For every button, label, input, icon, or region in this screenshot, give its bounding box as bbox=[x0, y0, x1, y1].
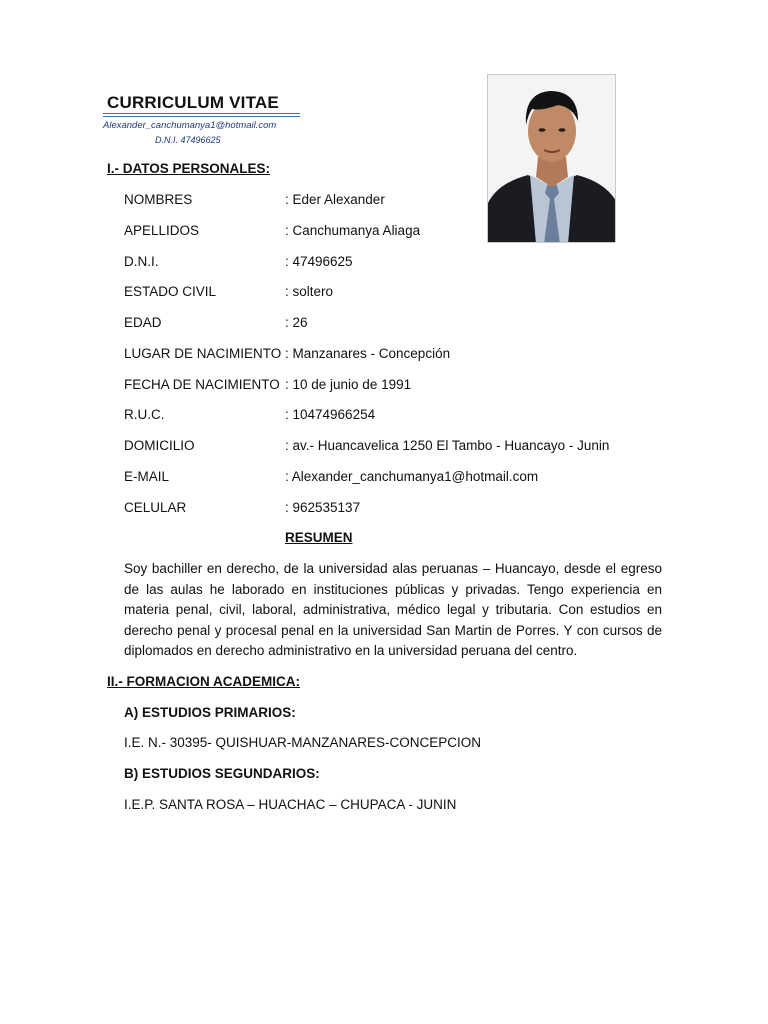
value-estado-civil: : soltero bbox=[285, 284, 334, 299]
label-edad: EDAD bbox=[124, 315, 162, 330]
section-datos-personales-heading: I.- DATOS PERSONALES: bbox=[107, 161, 271, 176]
title-rule-line bbox=[103, 116, 300, 117]
value-apellidos: : Canchumanya Aliaga bbox=[285, 223, 421, 238]
estudios-secundarios-value: I.E.P. SANTA ROSA – HUACHAC – CHUPACA - JUNIN bbox=[124, 797, 457, 812]
resumen-paragraph: Soy bachiller en derecho, de la universidad alas peruanas – Huancayo, desde el egreso de las aulas he laborado en instituciones públicas y privadas. Tengo experiencia en materia penal, civil, laboral, administrativa, médico legal y tributaria. Con estudios en derecho penal y procesal penal en la universidad San Martin de Porres. Y con cursos de diplomados en derecho administrativo en la universidad peruana del centro. bbox=[124, 561, 662, 658]
label-ruc: R.U.C. bbox=[124, 407, 165, 422]
resumen-heading: RESUMEN bbox=[285, 530, 353, 545]
value-ruc: : 10474966254 bbox=[285, 407, 376, 422]
value-nombres: : Eder Alexander bbox=[285, 192, 385, 207]
title-underline bbox=[103, 113, 300, 118]
person-portrait-icon bbox=[488, 75, 616, 243]
label-fecha-nacimiento: FECHA DE NACIMIENTO bbox=[124, 377, 280, 392]
label-lugar-nacimiento: LUGAR DE NACIMIENTO bbox=[124, 346, 282, 361]
header-dni: D.N.I. 47496625 bbox=[155, 135, 221, 145]
value-fecha-nacimiento: : 10 de junio de 1991 bbox=[285, 377, 412, 392]
value-domicilio: : av.- Huancavelica 1250 El Tambo - Huancayo - Junin bbox=[285, 438, 610, 453]
profile-photo bbox=[487, 74, 616, 243]
value-lugar-nacimiento: : Manzanares - Concepción bbox=[285, 346, 451, 361]
label-apellidos: APELLIDOS bbox=[124, 223, 200, 238]
label-estado-civil: ESTADO CIVIL bbox=[124, 284, 217, 299]
value-edad: : 26 bbox=[285, 315, 308, 330]
estudios-secundarios-heading: B) ESTUDIOS SEGUNDARIOS: bbox=[124, 766, 320, 781]
title-rule-line bbox=[103, 113, 300, 114]
label-email: E-MAIL bbox=[124, 469, 170, 484]
section-formacion-heading: II.- FORMACION ACADEMICA: bbox=[107, 674, 300, 689]
estudios-primarios-value: I.E. N.- 30395- QUISHUAR-MANZANARES-CONCEPCION bbox=[124, 735, 482, 750]
label-nombres: NOMBRES bbox=[124, 192, 193, 207]
estudios-primarios-heading: A) ESTUDIOS PRIMARIOS: bbox=[124, 705, 296, 720]
header-email: Alexander_canchumanya1@hotmail.com bbox=[103, 120, 277, 131]
value-celular: : 962535137 bbox=[285, 500, 361, 515]
label-celular: CELULAR bbox=[124, 500, 187, 515]
document-title: CURRICULUM VITAE bbox=[107, 93, 279, 112]
value-email: : Alexander_canchumanya1@hotmail.com bbox=[285, 469, 539, 484]
label-domicilio: DOMICILIO bbox=[124, 438, 195, 453]
label-dni: D.N.I. bbox=[124, 254, 159, 269]
value-dni: : 47496625 bbox=[285, 254, 353, 269]
